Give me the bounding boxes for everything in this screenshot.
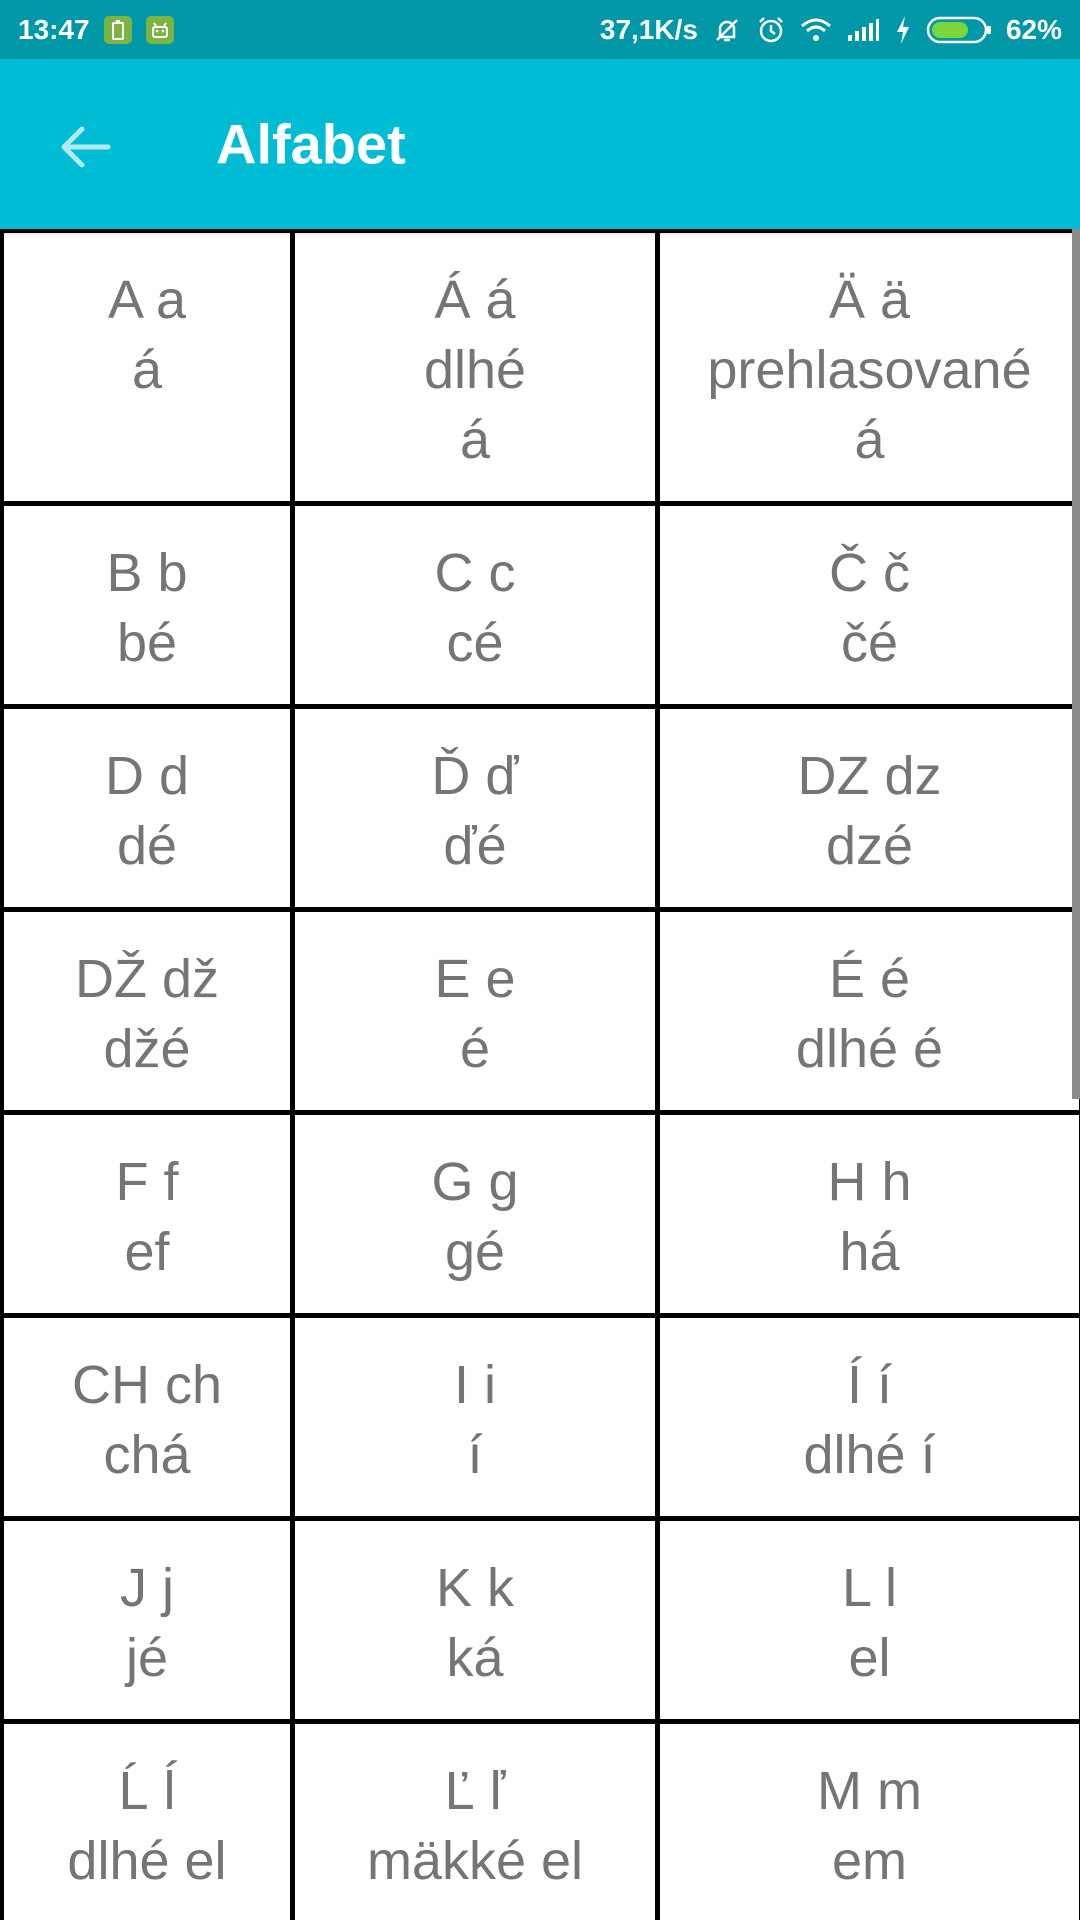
letter-pair: Ľ ľ [444, 1761, 506, 1821]
letter-pair: D d [104, 746, 190, 806]
android-icon [146, 16, 174, 44]
letter-name: dlhé [423, 340, 527, 400]
letter-pair: Ď ď [431, 746, 519, 806]
mute-icon [712, 15, 742, 45]
letter-pair: M m [817, 1761, 922, 1821]
letter-pair: CH ch [71, 1355, 223, 1415]
letter-name: á [459, 410, 491, 470]
letter-pair: DZ dz [797, 746, 942, 806]
letter-name: é [459, 1019, 491, 1079]
letter-name: el [848, 1628, 891, 1688]
letter-pair: G g [431, 1152, 519, 1212]
letter-pair: K k [435, 1558, 515, 1618]
letter-name: bé [116, 613, 178, 673]
page-title: Alfabet [216, 112, 406, 176]
status-bar [0, 0, 1080, 59]
letter-pair: E e [434, 949, 516, 1009]
letter-cell[interactable] [4, 709, 295, 912]
letter-pair: I i [453, 1355, 496, 1415]
letter-cell[interactable] [4, 1724, 295, 1920]
wifi-icon [800, 17, 832, 43]
letter-name: dlhé el [67, 1831, 227, 1891]
letter-cell[interactable] [660, 912, 1080, 1115]
letter-pair: DŽ dž [74, 949, 220, 1009]
letter-cell[interactable] [295, 1318, 660, 1521]
letter-name: dlhé í [803, 1425, 936, 1485]
letter-cell[interactable] [4, 1115, 295, 1318]
letter-cell[interactable] [295, 1724, 660, 1920]
letter-name: ká [446, 1628, 504, 1688]
letter-name: gé [444, 1222, 506, 1282]
letter-name: chá [103, 1425, 191, 1485]
letter-name: cé [446, 613, 504, 673]
arrow-left-icon [56, 123, 112, 171]
letter-name: á [131, 340, 163, 400]
letter-cell[interactable] [4, 1318, 295, 1521]
letter-cell[interactable] [660, 506, 1080, 709]
alphabet-grid [0, 229, 1072, 1920]
letter-name: džé [103, 1019, 191, 1079]
back-button[interactable] [48, 111, 120, 183]
network-speed: 37,1K/s [599, 13, 698, 45]
letter-pair: C c [434, 543, 516, 603]
letter-cell[interactable] [295, 506, 660, 709]
letter-cell[interactable] [4, 1521, 295, 1724]
letter-name: há [839, 1222, 900, 1282]
letter-cell[interactable] [295, 1115, 660, 1318]
battery-saver-icon [104, 16, 132, 44]
letter-pair: É é [828, 949, 911, 1009]
letter-name: em [831, 1831, 907, 1891]
letter-name: dlhé é [795, 1019, 944, 1079]
letter-cell[interactable] [295, 912, 660, 1115]
letter-pair: L l [841, 1558, 898, 1618]
letter-pair: Ä ä [828, 270, 911, 330]
letter-name: dé [116, 816, 178, 876]
letter-cell[interactable] [295, 709, 660, 912]
letter-cell[interactable] [660, 1115, 1080, 1318]
letter-name: ef [124, 1222, 170, 1282]
letter-pair: F f [115, 1152, 179, 1212]
letter-pair: Á á [434, 270, 516, 330]
letter-pair: Í í [846, 1355, 892, 1415]
battery-percent: 62% [1005, 13, 1062, 45]
alarm-icon [756, 15, 786, 45]
app-bar [0, 59, 1080, 229]
scrollbar[interactable] [1072, 229, 1080, 1099]
letter-cell[interactable] [4, 233, 295, 506]
letter-name: á [854, 410, 885, 470]
letter-name: čé [840, 613, 899, 673]
letter-cell[interactable] [660, 1318, 1080, 1521]
letter-cell[interactable] [660, 1521, 1080, 1724]
letter-cell[interactable] [660, 709, 1080, 912]
letter-name: ďé [443, 816, 507, 876]
letter-pair: Ĺ ĺ [118, 1761, 176, 1821]
letter-name: dzé [825, 816, 914, 876]
letter-pair: A a [107, 270, 187, 330]
letter-pair: J j [120, 1558, 174, 1618]
signal-icon [846, 17, 880, 43]
letter-cell[interactable] [4, 506, 295, 709]
letter-cell[interactable] [295, 233, 660, 506]
status-time: 13:47 [18, 13, 90, 45]
charging-icon [894, 15, 912, 45]
letter-pair: B b [106, 543, 188, 603]
letter-cell[interactable] [4, 912, 295, 1115]
battery-icon [926, 15, 992, 45]
letter-name: í [467, 1425, 483, 1485]
letter-cell[interactable] [660, 1724, 1080, 1920]
letter-name: mäkké el [366, 1831, 584, 1891]
letter-name: prehlasované [707, 340, 1032, 400]
letter-name: jé [125, 1628, 169, 1688]
alphabet-grid-container[interactable] [0, 229, 1080, 1920]
letter-pair: H h [827, 1152, 912, 1212]
letter-pair: Č č [829, 543, 910, 603]
letter-cell[interactable] [295, 1521, 660, 1724]
letter-cell[interactable] [660, 233, 1080, 506]
